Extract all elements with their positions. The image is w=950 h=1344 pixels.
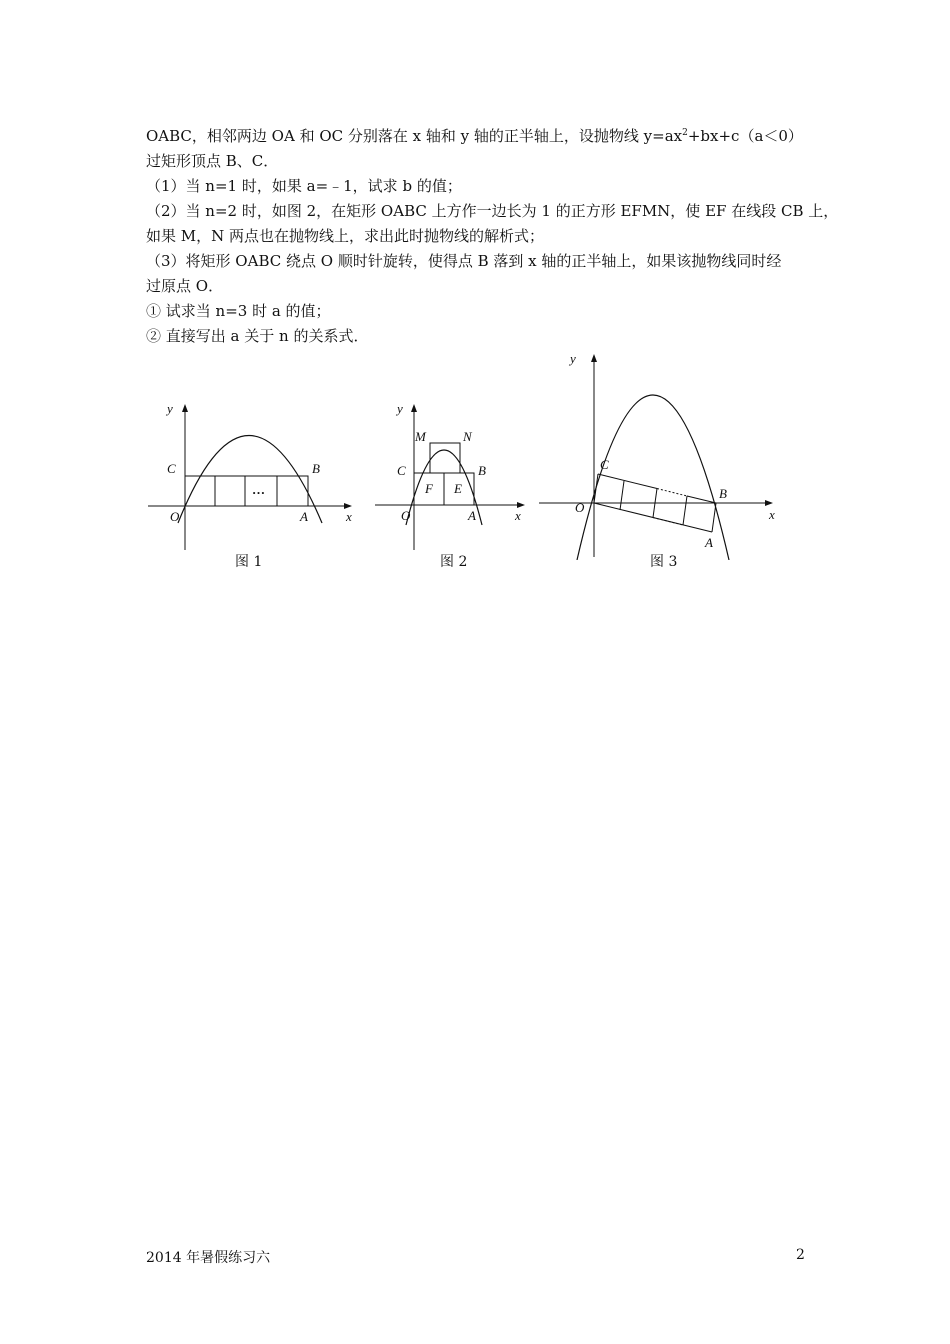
rect-side-cb-solid-end [687, 496, 716, 503]
square-efmn [430, 443, 460, 473]
figure-3-caption: 图 3 [650, 554, 678, 570]
square-divider [683, 496, 687, 525]
label-c: C [397, 463, 406, 478]
figure-2 [373, 395, 533, 560]
label-x: x [346, 509, 352, 524]
figure-2-caption: 图 2 [440, 554, 468, 570]
rect-side-ab [712, 503, 716, 532]
label-x: x [515, 508, 521, 523]
page-number: 2 [796, 1247, 805, 1263]
rect-side-oc [594, 474, 598, 503]
label-c: C [600, 457, 609, 472]
label-o: O [401, 508, 411, 523]
problem-line-1: OABC，相邻两边 OA 和 OC 分别落在 x 轴和 y 轴的正半轴上，设抛物线 $y=ax^2+bx+c(a<0)$ [146, 127, 803, 145]
rectangle-oabc [185, 476, 308, 506]
square-divider [620, 481, 624, 510]
label-f: F [425, 481, 433, 496]
problem-line-4: （2）当 n=2 时，如图 2，在矩形 OABC 上方作一边长为 1 的正方形 EFMN，使 EF 在线段 CB 上， [146, 202, 839, 220]
problem-line-8: ① 试求当 n=3 时 a 的值； [146, 302, 331, 320]
label-dots: … [252, 482, 265, 497]
problem-line-6: （3）将矩形 OABC 绕点 O 顺时针旋转，使得点 B 落到 x 轴的正半轴上，如果该抛物线同时经 [146, 252, 782, 270]
label-c: C [167, 461, 176, 476]
y-axis-arrow [411, 404, 417, 412]
problem-line-2: 过矩形顶点 B、C． [146, 152, 279, 170]
label-y: y [167, 401, 173, 416]
problem-line-3: （1）当 n=1 时，如果 a=﹣1，试求 b 的值； [146, 177, 462, 195]
label-o: O [170, 509, 180, 524]
rect-side-cb-solid [598, 474, 657, 489]
label-o: O [575, 500, 585, 515]
problem-line-9: ② 直接写出 a 关于 n 的关系式． [146, 327, 369, 345]
label-y: y [570, 351, 576, 366]
figure-1 [140, 395, 370, 560]
rect-side-cb-dotted [657, 489, 687, 497]
label-a: A [705, 535, 713, 550]
label-x: x [769, 507, 775, 522]
label-a: A [300, 509, 308, 524]
label-b: B [478, 463, 486, 478]
label-e: E [454, 481, 462, 496]
figure-3 [537, 345, 787, 560]
problem-line-7: 过原点 O． [146, 277, 224, 295]
y-axis-arrow [591, 354, 597, 362]
label-n: N [463, 429, 472, 444]
problem-line-5: 如果 M，N 两点也在抛物线上，求出此时抛物线的解析式； [146, 227, 545, 245]
y-axis-arrow [182, 404, 188, 412]
footer-title: 2014 年暑假练习六 [146, 1250, 271, 1266]
label-y: y [397, 401, 403, 416]
label-b: B [312, 461, 320, 476]
figure-1-caption: 图 1 [235, 554, 263, 570]
label-a: A [468, 508, 476, 523]
x-axis-arrow [765, 500, 773, 506]
label-m: M [415, 429, 426, 444]
label-b: B [719, 486, 727, 501]
